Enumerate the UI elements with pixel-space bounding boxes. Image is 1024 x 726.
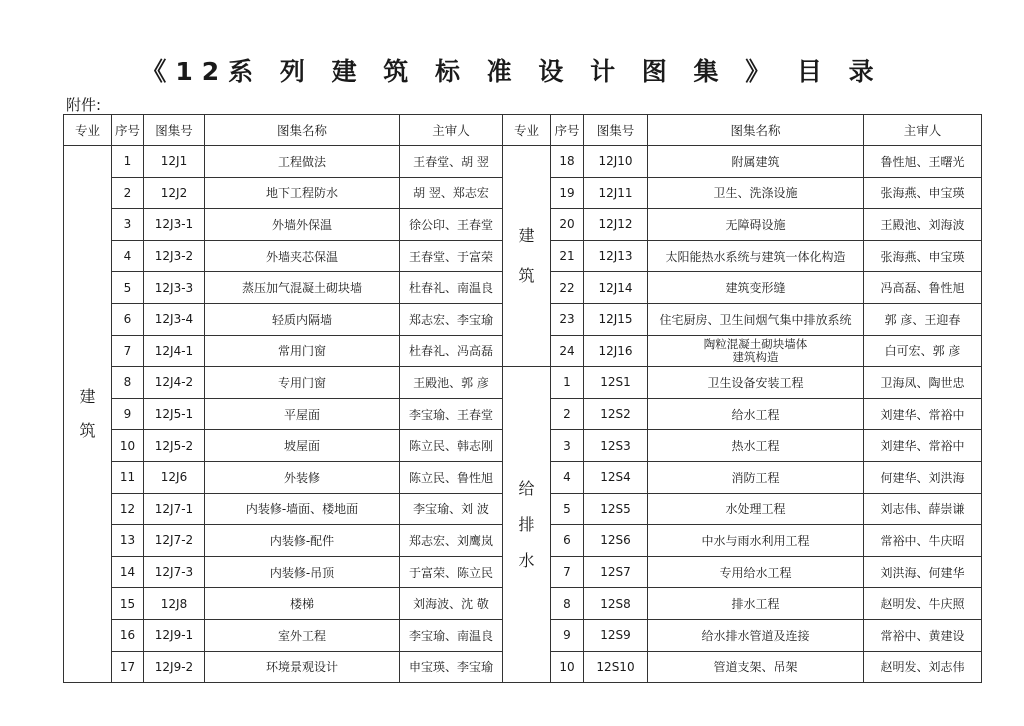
reviewer: 王春堂、胡 翌 <box>400 146 503 178</box>
row-number: 7 <box>112 335 144 367</box>
row-number: 8 <box>112 367 144 399</box>
reviewer: 王殿池、刘海波 <box>864 209 982 241</box>
atlas-code: 12J3-1 <box>144 209 205 241</box>
atlas-code: 12J3-2 <box>144 240 205 272</box>
reviewer: 杜春礼、南温良 <box>400 272 503 304</box>
row-number: 13 <box>112 525 144 557</box>
atlas-name: 热水工程 <box>648 430 864 462</box>
reviewer: 徐公印、王春堂 <box>400 209 503 241</box>
atlas-name: 排水工程 <box>648 588 864 620</box>
column-header: 专业 <box>64 115 112 146</box>
reviewer: 陈立民、韩志刚 <box>400 430 503 462</box>
atlas-code: 12J4-2 <box>144 367 205 399</box>
row-number: 19 <box>551 177 584 209</box>
atlas-code: 12J10 <box>584 146 648 178</box>
atlas-code: 12J2 <box>144 177 205 209</box>
atlas-code: 12S5 <box>584 493 648 525</box>
row-number: 12 <box>112 493 144 525</box>
row-number: 24 <box>551 335 584 367</box>
reviewer: 王春堂、于富荣 <box>400 240 503 272</box>
atlas-code: 12J13 <box>584 240 648 272</box>
row-number: 16 <box>112 619 144 651</box>
reviewer: 张海燕、申宝瑛 <box>864 240 982 272</box>
atlas-code: 12S8 <box>584 588 648 620</box>
reviewer: 白可宏、郭 彦 <box>864 335 982 367</box>
row-number: 17 <box>112 651 144 683</box>
atlas-name: 消防工程 <box>648 461 864 493</box>
atlas-name: 专用给水工程 <box>648 556 864 588</box>
atlas-code: 12J5-1 <box>144 398 205 430</box>
page-title: 《12系 列 建 筑 标 准 设 计 图 集 》 目 录 <box>141 57 883 86</box>
atlas-code: 12J3-3 <box>144 272 205 304</box>
row-number: 11 <box>112 461 144 493</box>
atlas-code: 12J9-1 <box>144 619 205 651</box>
row-number: 22 <box>551 272 584 304</box>
atlas-name: 楼梯 <box>205 588 400 620</box>
reviewer: 张海燕、申宝瑛 <box>864 177 982 209</box>
reviewer: 赵明发、牛庆照 <box>864 588 982 620</box>
major-label: 建 筑 <box>503 146 551 367</box>
column-header: 序号 <box>112 115 144 146</box>
row-number: 2 <box>112 177 144 209</box>
atlas-name: 工程做法 <box>205 146 400 178</box>
column-header: 图集名称 <box>648 115 864 146</box>
reviewer: 鲁性旭、王曙光 <box>864 146 982 178</box>
column-header: 图集名称 <box>205 115 400 146</box>
row-number: 3 <box>112 209 144 241</box>
column-header: 主审人 <box>400 115 503 146</box>
atlas-name: 住宅厨房、卫生间烟气集中排放系统 <box>648 303 864 335</box>
atlas-name: 平屋面 <box>205 398 400 430</box>
row-number: 6 <box>112 303 144 335</box>
atlas-name: 室外工程 <box>205 619 400 651</box>
major-label: 给 排 水 <box>503 367 551 683</box>
reviewer: 杜春礼、冯高磊 <box>400 335 503 367</box>
atlas-name: 外墙外保温 <box>205 209 400 241</box>
table-row <box>64 367 982 399</box>
reviewer: 申宝瑛、李宝瑜 <box>400 651 503 683</box>
row-number: 10 <box>112 430 144 462</box>
atlas-name: 专用门窗 <box>205 367 400 399</box>
reviewer: 常裕中、黄建设 <box>864 619 982 651</box>
reviewer: 冯高磊、鲁性旭 <box>864 272 982 304</box>
row-number: 7 <box>551 556 584 588</box>
atlas-name: 内装修-吊顶 <box>205 556 400 588</box>
row-number: 9 <box>112 398 144 430</box>
reviewer: 陈立民、鲁性旭 <box>400 461 503 493</box>
atlas-code: 12J16 <box>584 335 648 367</box>
reviewer: 于富荣、陈立民 <box>400 556 503 588</box>
atlas-code: 12S3 <box>584 430 648 462</box>
atlas-code: 12J6 <box>144 461 205 493</box>
column-header: 专业 <box>503 115 551 146</box>
row-number: 5 <box>112 272 144 304</box>
row-number: 1 <box>112 146 144 178</box>
reviewer: 李宝瑜、王春堂 <box>400 398 503 430</box>
row-number: 8 <box>551 588 584 620</box>
atlas-code: 12J1 <box>144 146 205 178</box>
reviewer: 卫海凤、陶世忠 <box>864 367 982 399</box>
atlas-name: 水处理工程 <box>648 493 864 525</box>
atlas-code: 12J14 <box>584 272 648 304</box>
row-number: 6 <box>551 525 584 557</box>
reviewer: 李宝瑜、南温良 <box>400 619 503 651</box>
atlas-name: 管道支架、吊架 <box>648 651 864 683</box>
column-header: 图集号 <box>144 115 205 146</box>
header-row <box>64 115 982 146</box>
atlas-name: 环境景观设计 <box>205 651 400 683</box>
atlas-code: 12J7-1 <box>144 493 205 525</box>
atlas-code: 12S7 <box>584 556 648 588</box>
reviewer: 刘志伟、薛崇谦 <box>864 493 982 525</box>
atlas-code: 12J9-2 <box>144 651 205 683</box>
atlas-name: 卫生、洗涤设施 <box>648 177 864 209</box>
atlas-name: 坡屋面 <box>205 430 400 462</box>
atlas-code: 12S1 <box>584 367 648 399</box>
atlas-name: 建筑变形缝 <box>648 272 864 304</box>
atlas-name: 内装修-配件 <box>205 525 400 557</box>
atlas-name: 内装修-墙面、楼地面 <box>205 493 400 525</box>
catalog-table <box>63 114 982 683</box>
column-header: 图集号 <box>584 115 648 146</box>
atlas-name: 地下工程防水 <box>205 177 400 209</box>
atlas-code: 12J5-2 <box>144 430 205 462</box>
row-number: 4 <box>551 461 584 493</box>
row-number: 4 <box>112 240 144 272</box>
atlas-name: 外墙夹芯保温 <box>205 240 400 272</box>
reviewer: 王殿池、郭 彦 <box>400 367 503 399</box>
atlas-name: 陶粒混凝土砌块墙体 建筑构造 <box>648 335 864 367</box>
row-number: 23 <box>551 303 584 335</box>
reviewer: 郭 彦、王迎春 <box>864 303 982 335</box>
atlas-name: 外装修 <box>205 461 400 493</box>
atlas-name: 轻质内隔墙 <box>205 303 400 335</box>
reviewer: 刘洪海、何建华 <box>864 556 982 588</box>
row-number: 21 <box>551 240 584 272</box>
reviewer: 刘海波、沈 敬 <box>400 588 503 620</box>
reviewer: 胡 翌、郑志宏 <box>400 177 503 209</box>
atlas-name: 给水工程 <box>648 398 864 430</box>
reviewer: 李宝瑜、刘 波 <box>400 493 503 525</box>
column-header: 主审人 <box>864 115 982 146</box>
attachment-label: 附件: <box>66 96 102 114</box>
row-number: 5 <box>551 493 584 525</box>
major-label: 建 筑 <box>64 146 112 683</box>
atlas-name: 无障碍设施 <box>648 209 864 241</box>
row-number: 3 <box>551 430 584 462</box>
atlas-name: 常用门窗 <box>205 335 400 367</box>
atlas-code: 12J12 <box>584 209 648 241</box>
atlas-name: 附属建筑 <box>648 146 864 178</box>
atlas-code: 12J4-1 <box>144 335 205 367</box>
column-header: 序号 <box>551 115 584 146</box>
atlas-code: 12J3-4 <box>144 303 205 335</box>
reviewer: 常裕中、牛庆昭 <box>864 525 982 557</box>
atlas-name: 太阳能热水系统与建筑一体化构造 <box>648 240 864 272</box>
row-number: 9 <box>551 619 584 651</box>
row-number: 14 <box>112 556 144 588</box>
atlas-code: 12S10 <box>584 651 648 683</box>
row-number: 15 <box>112 588 144 620</box>
row-number: 20 <box>551 209 584 241</box>
atlas-name: 卫生设备安装工程 <box>648 367 864 399</box>
atlas-code: 12J7-3 <box>144 556 205 588</box>
reviewer: 赵明发、刘志伟 <box>864 651 982 683</box>
row-number: 2 <box>551 398 584 430</box>
atlas-name: 中水与雨水利用工程 <box>648 525 864 557</box>
atlas-code: 12J7-2 <box>144 525 205 557</box>
reviewer: 刘建华、常裕中 <box>864 430 982 462</box>
atlas-code: 12S6 <box>584 525 648 557</box>
reviewer: 郑志宏、李宝瑜 <box>400 303 503 335</box>
atlas-code: 12J8 <box>144 588 205 620</box>
atlas-code: 12S2 <box>584 398 648 430</box>
row-number: 18 <box>551 146 584 178</box>
reviewer: 何建华、刘洪海 <box>864 461 982 493</box>
atlas-code: 12J15 <box>584 303 648 335</box>
row-number: 1 <box>551 367 584 399</box>
row-number: 10 <box>551 651 584 683</box>
reviewer: 刘建华、常裕中 <box>864 398 982 430</box>
atlas-code: 12J11 <box>584 177 648 209</box>
atlas-code: 12S9 <box>584 619 648 651</box>
atlas-name: 蒸压加气混凝土砌块墙 <box>205 272 400 304</box>
table-row <box>64 146 982 178</box>
reviewer: 郑志宏、刘鹰岚 <box>400 525 503 557</box>
atlas-code: 12S4 <box>584 461 648 493</box>
atlas-name: 给水排水管道及连接 <box>648 619 864 651</box>
